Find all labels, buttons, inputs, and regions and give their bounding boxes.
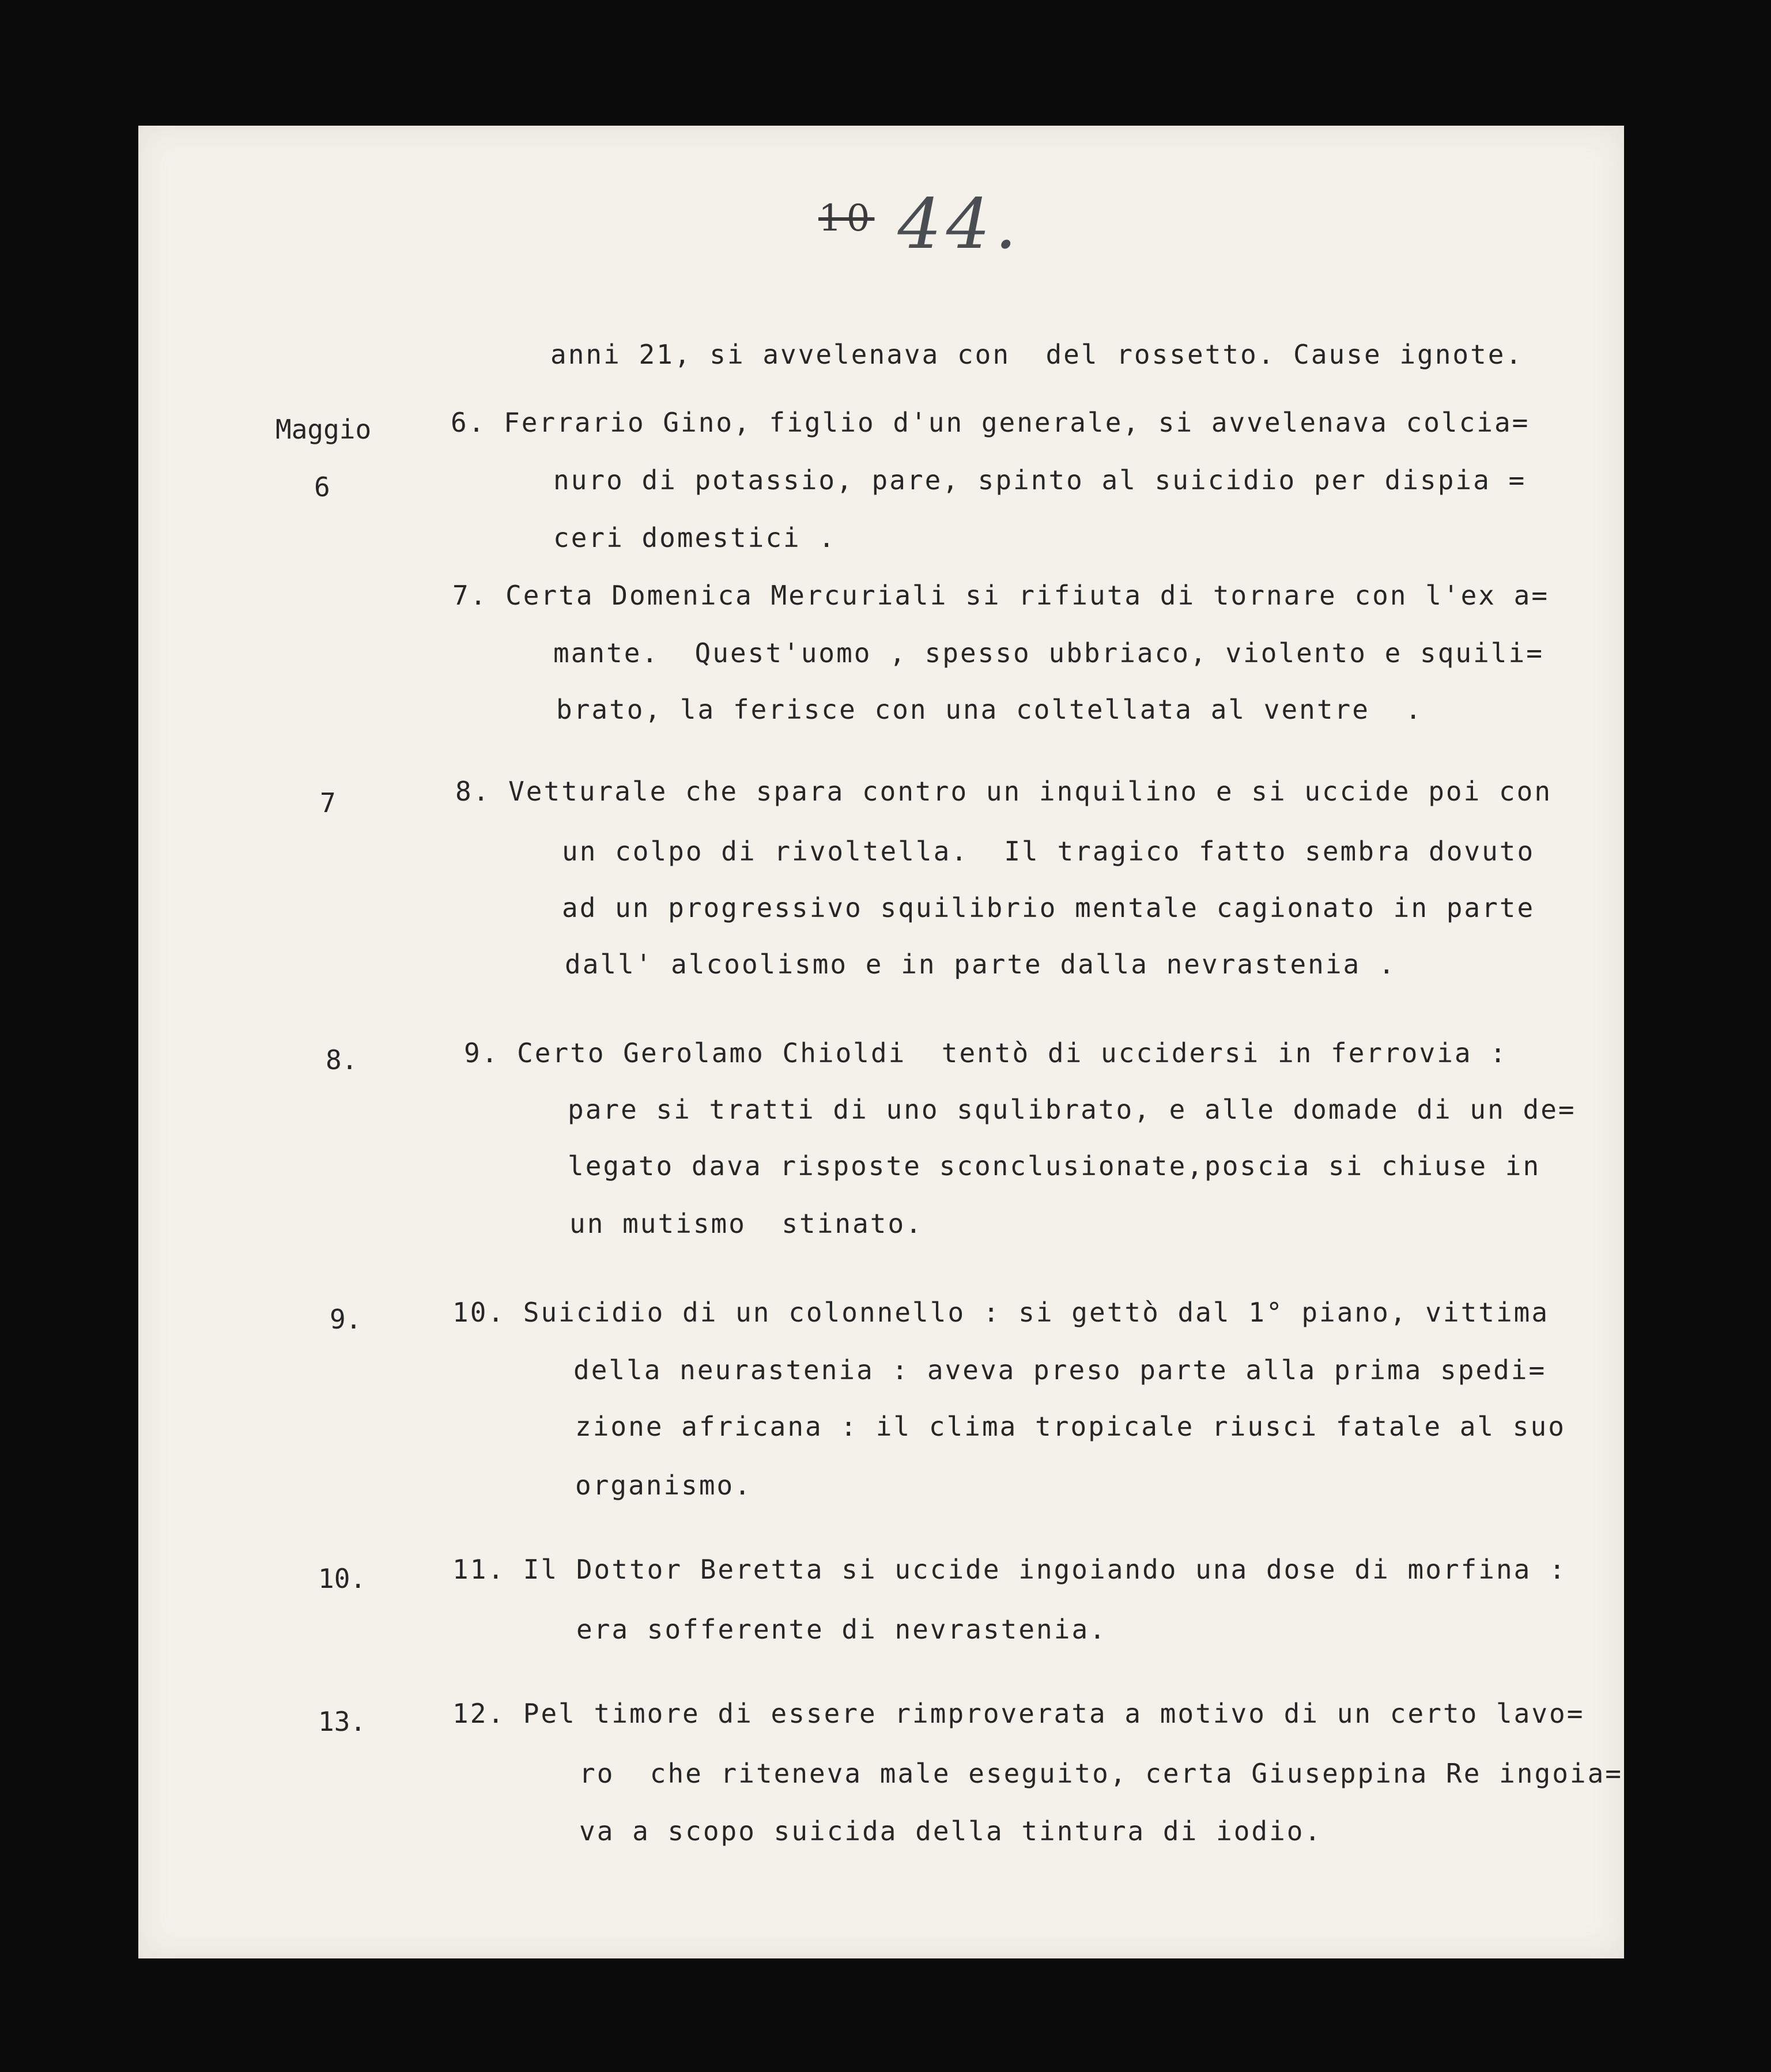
entry-7-line-1: 7. Certa Domenica Mercuriali si rifiuta di tornare con l'ex a= bbox=[452, 580, 1550, 611]
date-13: 13. bbox=[318, 1706, 367, 1737]
old-page-number: 10 bbox=[818, 197, 875, 240]
entry-12-line-2: ro che riteneva male eseguito, certa Giuseppina Re ingoia= bbox=[579, 1758, 1623, 1789]
entry-6-line-3: ceri domestici . bbox=[553, 522, 837, 553]
entry-10-line-1: 10. Suicidio di un colonnello : si gettò dal 1° piano, vittima bbox=[452, 1297, 1550, 1328]
entry-7-line-2: mante. Quest'uomo , spesso ubbriaco, violento e squili= bbox=[553, 637, 1544, 669]
entry-10-line-4: organismo. bbox=[575, 1470, 752, 1501]
entry-10-line-2: della neurastenia : aveva preso parte alla prima spedi= bbox=[573, 1354, 1547, 1386]
entry-11-line-1: 11. Il Dottor Beretta si uccide ingoiando una dose di morfina : bbox=[452, 1554, 1567, 1585]
entry-8-line-2: un colpo di rivoltella. Il tragico fatto sembra dovuto bbox=[562, 836, 1535, 867]
entry-7-line-3: brato, la ferisce con una coltellata al ventre . bbox=[556, 694, 1423, 725]
entry-9-line-1: 9. Certo Gerolamo Chioldi tentò di uccidersi in ferrovia : bbox=[464, 1037, 1508, 1069]
date-month: Maggio bbox=[275, 414, 372, 445]
entry-12-line-1: 12. Pel timore di essere rimproverata a motivo di un certo lavo= bbox=[452, 1698, 1585, 1729]
entry-6-line-1: 6. Ferrario Gino, figlio d'un generale, si avvelenava colcia= bbox=[451, 407, 1530, 438]
entry-9-line-2: pare si tratti di uno squlibrato, e alle domade di un de= bbox=[568, 1094, 1576, 1125]
entry-8-line-3: ad un progressivo squilibrio mentale cagionato in parte bbox=[562, 892, 1535, 923]
entry-8-line-1: 8. Vetturale che spara contro un inquilino e si uccide poi con bbox=[455, 776, 1553, 807]
entry-11-line-2: era sofferente di nevrastenia. bbox=[576, 1614, 1107, 1645]
date-10: 10. bbox=[318, 1563, 367, 1594]
entry-6-line-2: nuro di potassio, pare, spinto al suicidio per dispia = bbox=[553, 465, 1527, 496]
date-9: 9. bbox=[330, 1304, 362, 1335]
date-8: 8. bbox=[326, 1044, 358, 1075]
entry-12-line-3: va a scopo suicida della tintura di iodio. bbox=[579, 1816, 1323, 1847]
entry-8-line-4: dall' alcoolismo e in parte dalla nevrastenia . bbox=[565, 949, 1396, 980]
current-page-number: 44. bbox=[897, 184, 1022, 265]
entry-9-line-4: un mutismo stinato. bbox=[569, 1208, 923, 1239]
text-line: anni 21, si avvelenava con del rossetto. Cause ignote. bbox=[550, 339, 1524, 370]
date-6: 6 bbox=[314, 471, 330, 503]
entry-10-line-3: zione africana : il clima tropicale riusci fatale al suo bbox=[575, 1411, 1566, 1442]
entry-9-line-3: legato dava risposte sconclusionate,poscia si chiuse in bbox=[568, 1150, 1541, 1182]
page-number bbox=[818, 184, 1021, 265]
date-7: 7 bbox=[320, 787, 336, 818]
